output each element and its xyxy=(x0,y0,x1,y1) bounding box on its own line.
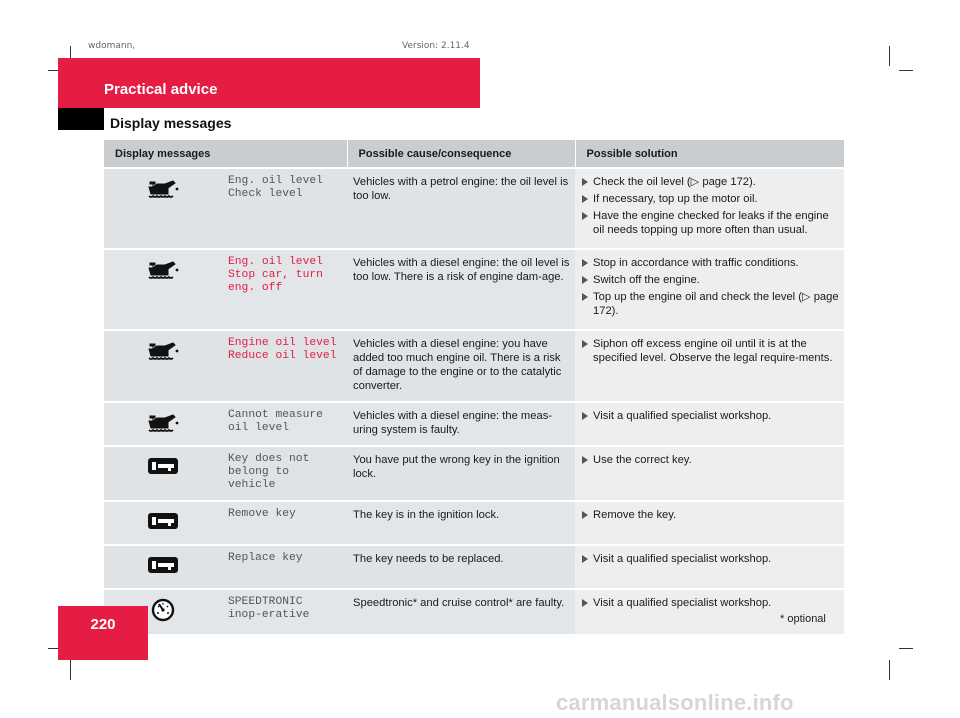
table-row xyxy=(104,330,844,402)
table-row xyxy=(104,589,844,634)
possible-cause-text: The key is in the ignition lock. xyxy=(347,501,575,545)
solution-item: Stop in accordance with traffic conditions. xyxy=(582,256,839,270)
possible-cause-text: Vehicles with a diesel engine: the meas-uring system is faulty. xyxy=(347,402,575,446)
solution-item: Top up the engine oil and check the level (▷ page 172). xyxy=(582,290,839,318)
possible-solution-list xyxy=(575,168,844,249)
solution-item: Siphon off excess engine oil until it is at the specified level. Observe the legal require-ments. xyxy=(582,337,839,365)
display-message-text: SPEEDTRONIC inop-erative xyxy=(221,589,347,634)
solution-item: Remove the key. xyxy=(582,508,839,522)
solution-item: If necessary, top up the motor oil. xyxy=(582,192,839,206)
section-title: Practical advice xyxy=(104,81,218,98)
watermark: carmanualsonline.info xyxy=(556,690,794,715)
crop-mark xyxy=(889,46,890,66)
table-row xyxy=(104,402,844,446)
possible-solution-list xyxy=(575,589,844,634)
display-message-text: Key does not belong to vehicle xyxy=(221,446,347,501)
header-possible-cause: Possible cause/consequence xyxy=(347,140,575,168)
possible-solution-list xyxy=(575,249,844,330)
solution-item: Use the correct key. xyxy=(582,453,839,467)
display-messages-table xyxy=(104,140,844,634)
header-possible-solution: Possible solution xyxy=(575,140,844,168)
display-message-text: Replace key xyxy=(221,545,347,589)
footnote: * optional xyxy=(780,613,826,625)
solution-item: Have the engine checked for leaks if the engine oil needs topping up more often than usual. xyxy=(582,209,839,237)
table-row xyxy=(104,545,844,589)
solution-item: Switch off the engine. xyxy=(582,273,839,287)
table-row xyxy=(104,501,844,545)
possible-solution-list xyxy=(575,545,844,589)
oil-can-icon xyxy=(104,168,221,249)
crop-mark xyxy=(889,660,890,680)
oil-can-icon xyxy=(104,249,221,330)
possible-cause-text: Speedtronic* and cruise control* are faulty. xyxy=(347,589,575,634)
display-message-text: Eng. oil level Stop car, turn eng. off xyxy=(221,249,347,330)
subsection-title: Display messages xyxy=(110,115,232,131)
page-number: 220 xyxy=(90,616,116,633)
solution-item: Visit a qualified specialist workshop. xyxy=(582,409,839,423)
crop-mark xyxy=(70,660,71,680)
key-icon xyxy=(104,545,221,589)
subsection-marker xyxy=(58,108,104,130)
solution-item: Visit a qualified specialist workshop. xyxy=(582,596,839,610)
possible-cause-text: Vehicles with a diesel engine: you have added too much engine oil. There is a risk of damage to the engine or to the catalytic converter. xyxy=(347,330,575,402)
header-display-messages: Display messages xyxy=(104,140,347,168)
oil-can-icon xyxy=(104,402,221,446)
display-message-text: Remove key xyxy=(221,501,347,545)
solution-item: Check the oil level (▷ page 172). xyxy=(582,175,839,189)
table-row xyxy=(104,446,844,501)
crop-mark xyxy=(899,648,913,649)
possible-solution-list xyxy=(575,501,844,545)
display-message-text: Engine oil level Reduce oil level xyxy=(221,330,347,402)
meta-version: Version: 2.11.4 xyxy=(402,41,470,51)
possible-solution-list xyxy=(575,330,844,402)
table-row xyxy=(104,168,844,249)
solution-item: Visit a qualified specialist workshop. xyxy=(582,552,839,566)
possible-cause-text: Vehicles with a petrol engine: the oil level is too low. xyxy=(347,168,575,249)
page-number-box xyxy=(58,606,148,660)
possible-cause-text: You have put the wrong key in the ignition lock. xyxy=(347,446,575,501)
key-icon xyxy=(104,501,221,545)
display-message-text: Cannot measure oil level xyxy=(221,402,347,446)
possible-cause-text: The key needs to be replaced. xyxy=(347,545,575,589)
possible-cause-text: Vehicles with a diesel engine: the oil level is too low. There is a risk of engine dam-age. xyxy=(347,249,575,330)
crop-mark xyxy=(899,70,913,71)
possible-solution-list xyxy=(575,446,844,501)
table-row xyxy=(104,249,844,330)
display-message-text: Eng. oil level Check level xyxy=(221,168,347,249)
oil-can-icon xyxy=(104,330,221,402)
meta-author: wdomann, xyxy=(88,41,136,51)
table-header-row xyxy=(104,140,844,168)
possible-solution-list xyxy=(575,402,844,446)
key-icon xyxy=(104,446,221,501)
